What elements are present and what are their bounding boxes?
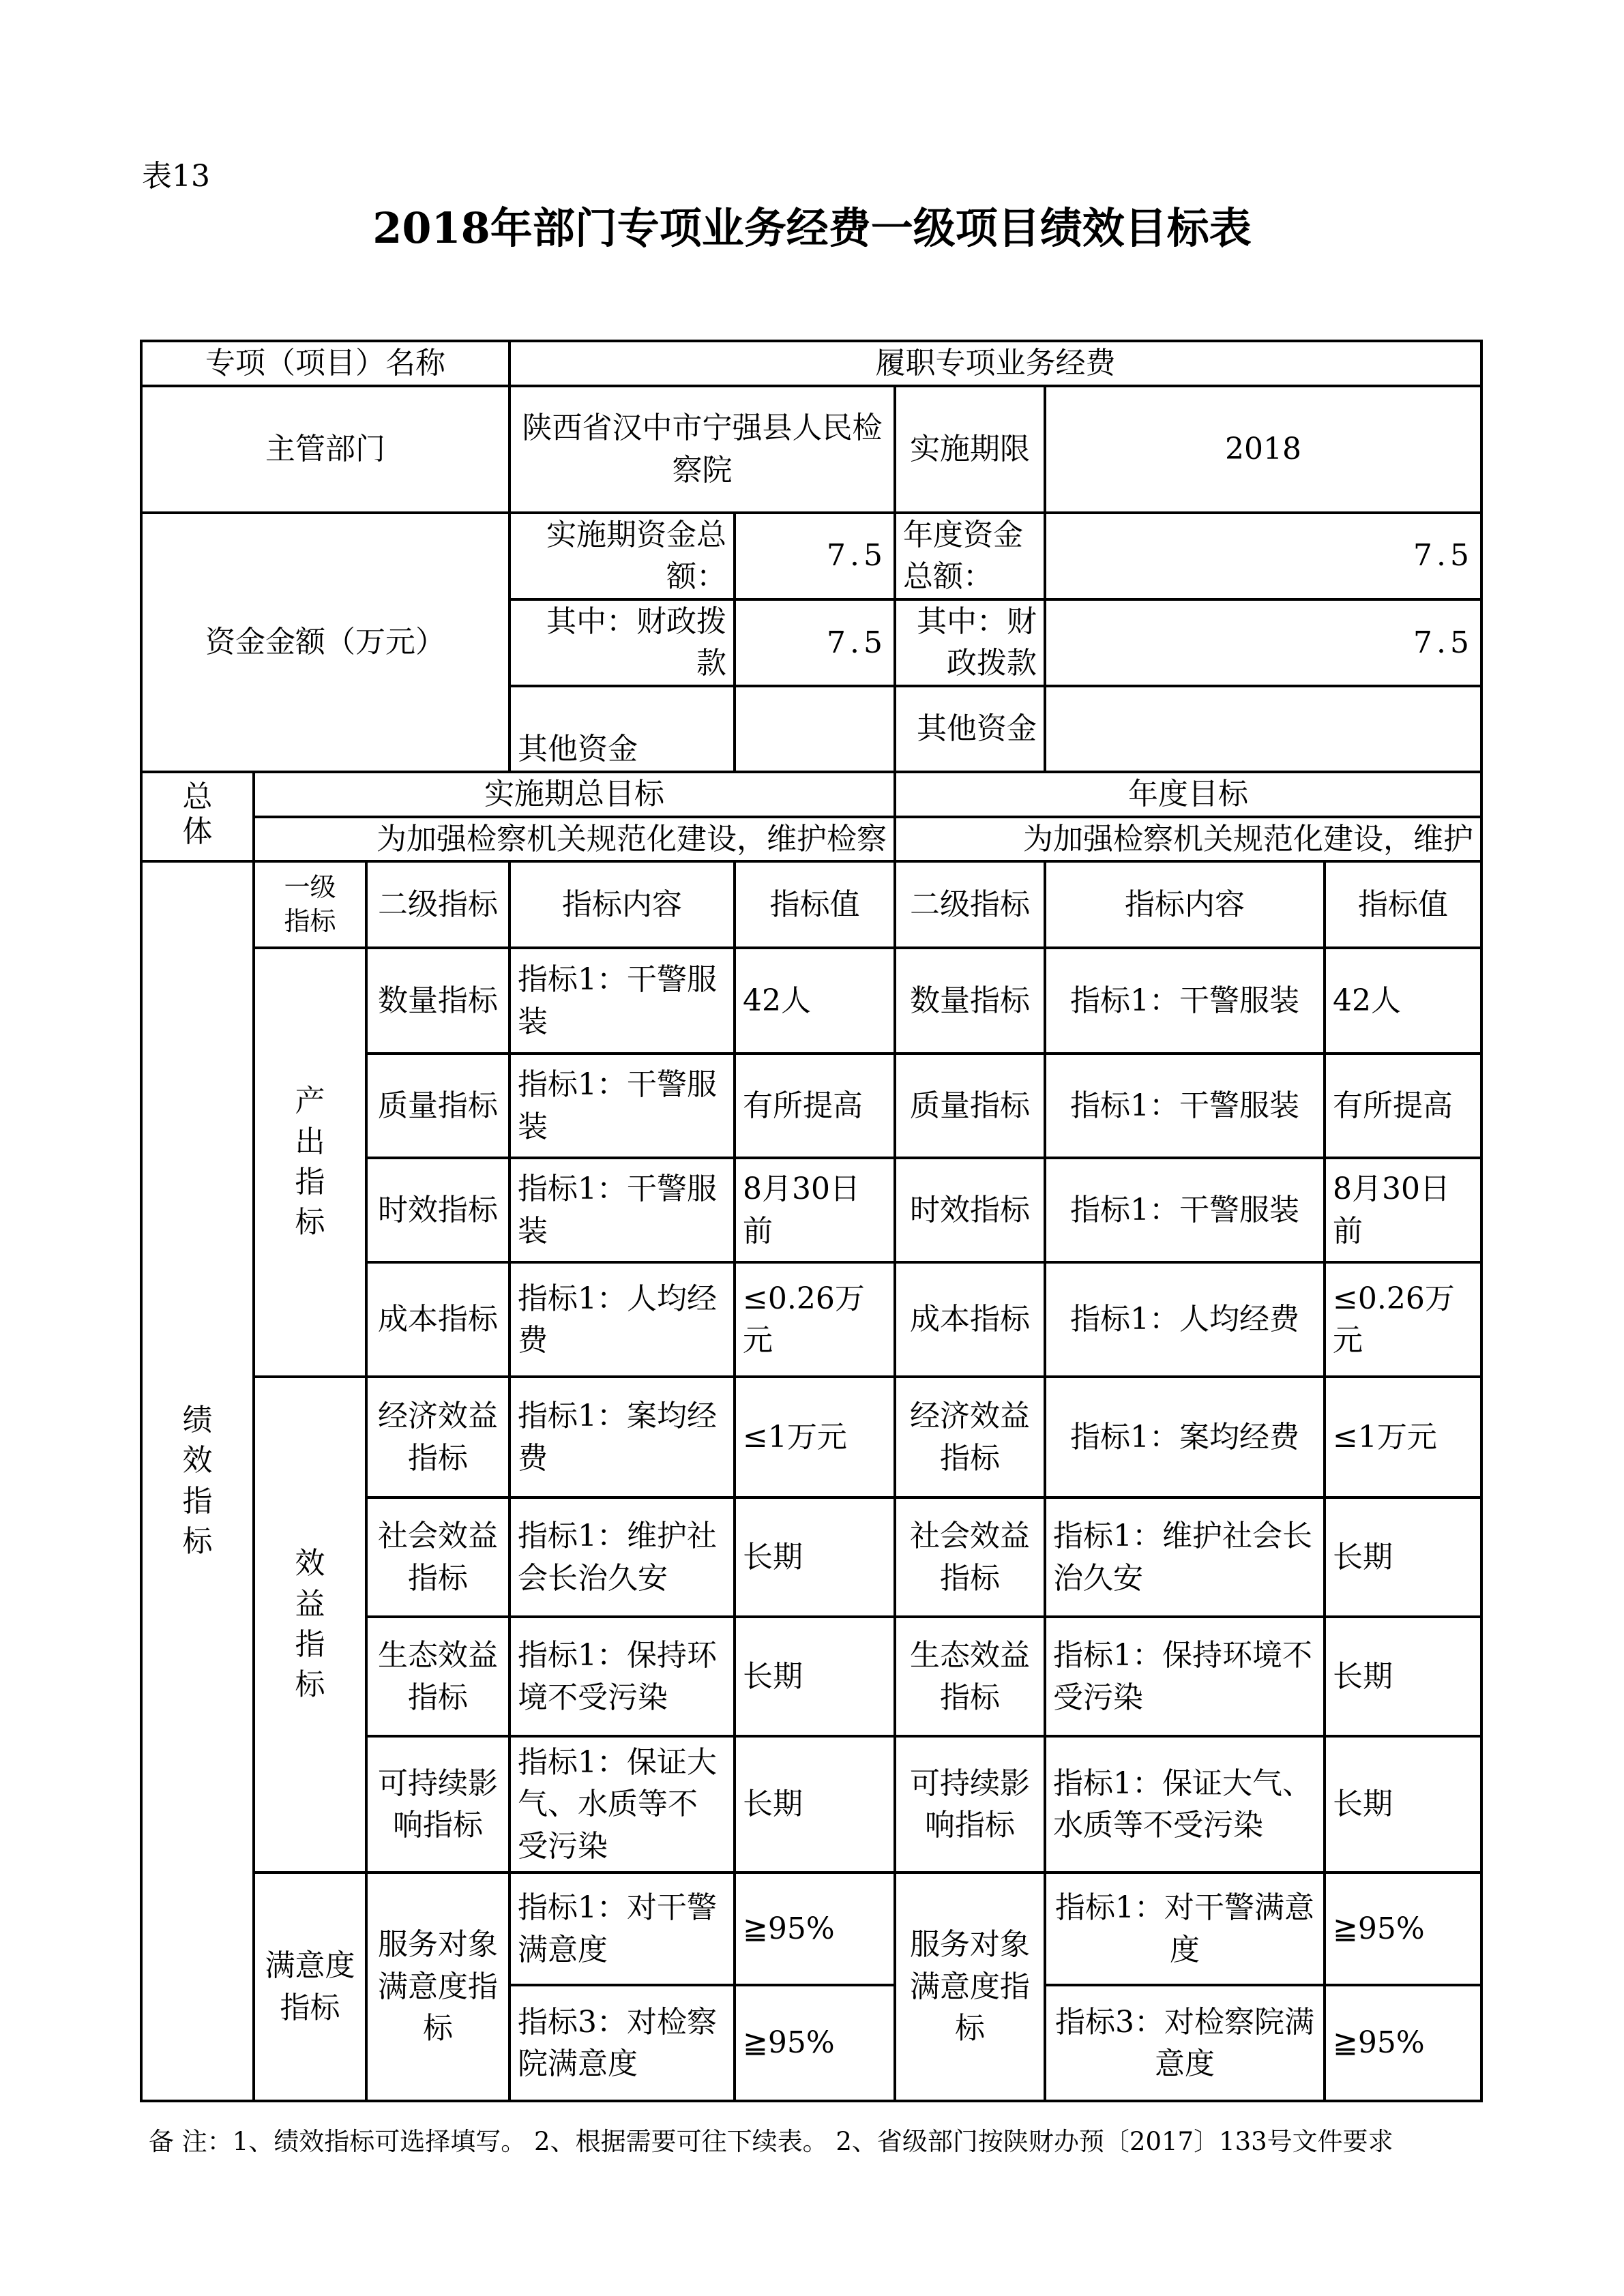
group-benefit: 效益指标 <box>254 1377 366 1873</box>
value-cell: 42人 <box>735 948 895 1054</box>
col-content-header-annual: 指标内容 <box>1045 861 1325 948</box>
content-cell-annual: 指标1：对干警满意度 <box>1045 1873 1325 1985</box>
document-title: 2018年部门专项业务经费一级项目绩效目标表 <box>372 203 1252 253</box>
content-cell-annual: 指标1：干警服装 <box>1045 1158 1325 1262</box>
content-cell-annual: 指标3：对检察院满意度 <box>1045 1985 1325 2101</box>
table-number: 表13 <box>142 159 210 194</box>
content-cell: 指标1：案均经费 <box>510 1377 735 1497</box>
content-cell-annual: 指标1：保证大气、水质等不受污染 <box>1045 1736 1325 1873</box>
other-funds-value-right <box>1045 686 1481 772</box>
level2-cell-annual: 经济效益指标 <box>895 1377 1045 1497</box>
col-level1-header: 一级指标 <box>254 861 366 948</box>
value-cell-annual: 42人 <box>1325 948 1481 1054</box>
level2-cell-annual: 成本指标 <box>895 1262 1045 1377</box>
dept-label: 主管部门 <box>141 386 510 513</box>
value-cell-annual: 8月30日前 <box>1325 1158 1481 1262</box>
project-name-label: 专项（项目）名称 <box>141 341 510 386</box>
col-value-header: 指标值 <box>735 861 895 948</box>
other-funds-label-left: 其他资金 <box>510 686 735 772</box>
content-cell: 指标1：人均经费 <box>510 1262 735 1377</box>
level2-cell-annual: 时效指标 <box>895 1158 1045 1262</box>
period-total-label: 实施期资金总额： <box>510 513 735 599</box>
value-cell-annual: ≤0.26万元 <box>1325 1262 1481 1377</box>
value-cell-annual: ≤1万元 <box>1325 1377 1481 1497</box>
group-satisfaction: 满意度指标 <box>254 1873 366 2101</box>
level2-cell: 社会效益指标 <box>366 1497 510 1617</box>
value-cell-annual: ≧95% <box>1325 1985 1481 2101</box>
annual-total-label: 年度资金总额： <box>895 513 1045 599</box>
level2-cell: 质量指标 <box>366 1054 510 1158</box>
annual-goal-label: 年度目标 <box>895 772 1481 817</box>
value-cell: ≤0.26万元 <box>735 1262 895 1377</box>
level2-cell-annual: 服务对象满意度指标 <box>895 1873 1045 2101</box>
funds-label: 资金金额（万元） <box>141 513 510 772</box>
col-level2-header-annual: 二级指标 <box>895 861 1045 948</box>
level2-cell: 数量指标 <box>366 948 510 1054</box>
performance-target-table <box>140 340 1483 2102</box>
value-cell-annual: 长期 <box>1325 1617 1481 1736</box>
value-cell-annual: 长期 <box>1325 1736 1481 1873</box>
content-cell-annual: 指标1：保持环境不受污染 <box>1045 1617 1325 1736</box>
content-cell-annual: 指标1：案均经费 <box>1045 1377 1325 1497</box>
value-cell-annual: ≧95% <box>1325 1873 1481 1985</box>
footnote: 备 注：1、绩效指标可选择填写。 2、根据需要可往下续表。 2、省级部门按陕财办预〔2017〕133号文件要求 <box>149 2127 1393 2156</box>
period-goal-label: 实施期总目标 <box>254 772 895 817</box>
period-goal-text: 为加强检察机关规范化建设，维护检察 <box>254 817 895 862</box>
content-cell: 指标3：对检察院满意度 <box>510 1985 735 2101</box>
fiscal-value-right: 7.5 <box>1045 599 1481 686</box>
period-value: 2018 <box>1045 386 1481 513</box>
level2-cell: 经济效益指标 <box>366 1377 510 1497</box>
level2-cell: 服务对象满意度指标 <box>366 1873 510 2101</box>
value-cell: 长期 <box>735 1617 895 1736</box>
level2-cell-annual: 生态效益指标 <box>895 1617 1045 1736</box>
table-row <box>141 948 1481 1054</box>
content-cell-annual: 指标1：干警服装 <box>1045 1054 1325 1158</box>
value-cell-annual: 长期 <box>1325 1497 1481 1617</box>
level2-cell-annual: 质量指标 <box>895 1054 1045 1158</box>
fiscal-label-right: 其中：财政拨款 <box>895 599 1045 686</box>
level2-cell-annual: 数量指标 <box>895 948 1045 1054</box>
overall-label: 总体 <box>141 772 254 861</box>
table-row <box>141 1377 1481 1497</box>
value-cell: 长期 <box>735 1497 895 1617</box>
level2-cell: 时效指标 <box>366 1158 510 1262</box>
group-output: 产出指标 <box>254 948 366 1377</box>
level2-cell-annual: 可持续影响指标 <box>895 1736 1045 1873</box>
col-level2-header: 二级指标 <box>366 861 510 948</box>
content-cell: 指标1：保证大气、水质等不受污染 <box>510 1736 735 1873</box>
value-cell-annual: 有所提高 <box>1325 1054 1481 1158</box>
annual-total-value: 7.5 <box>1045 513 1481 599</box>
content-cell: 指标1：维护社会长治久安 <box>510 1497 735 1617</box>
project-name-value: 履职专项业务经费 <box>510 341 1481 386</box>
content-cell-annual: 指标1：维护社会长治久安 <box>1045 1497 1325 1617</box>
dept-value: 陕西省汉中市宁强县人民检察院 <box>510 386 895 513</box>
content-cell: 指标1：对干警满意度 <box>510 1873 735 1985</box>
annual-goal-text: 为加强检察机关规范化建设，维护 <box>895 817 1481 862</box>
perf-label: 绩效指标 <box>141 861 254 2101</box>
value-cell: ≧95% <box>735 1985 895 2101</box>
value-cell: 8月30日前 <box>735 1158 895 1262</box>
fiscal-value-left: 7.5 <box>735 599 895 686</box>
level2-cell: 成本指标 <box>366 1262 510 1377</box>
other-funds-value-left <box>735 686 895 772</box>
content-cell: 指标1：保持环境不受污染 <box>510 1617 735 1736</box>
period-label: 实施期限 <box>895 386 1045 513</box>
level2-cell-annual: 社会效益指标 <box>895 1497 1045 1617</box>
level2-cell: 生态效益指标 <box>366 1617 510 1736</box>
col-content-header: 指标内容 <box>510 861 735 948</box>
value-cell: 长期 <box>735 1736 895 1873</box>
content-cell-annual: 指标1：人均经费 <box>1045 1262 1325 1377</box>
other-funds-label-right: 其他资金 <box>895 686 1045 772</box>
value-cell: ≤1万元 <box>735 1377 895 1497</box>
content-cell-annual: 指标1：干警服装 <box>1045 948 1325 1054</box>
fiscal-label-left: 其中：财政拨款 <box>510 599 735 686</box>
period-total-value: 7.5 <box>735 513 895 599</box>
content-cell: 指标1：干警服装 <box>510 1054 735 1158</box>
value-cell: 有所提高 <box>735 1054 895 1158</box>
content-cell: 指标1：干警服装 <box>510 948 735 1054</box>
value-cell: ≧95% <box>735 1873 895 1985</box>
content-cell: 指标1：干警服装 <box>510 1158 735 1262</box>
col-value-header-annual: 指标值 <box>1325 861 1481 948</box>
level2-cell: 可持续影响指标 <box>366 1736 510 1873</box>
table-row <box>141 1873 1481 1985</box>
